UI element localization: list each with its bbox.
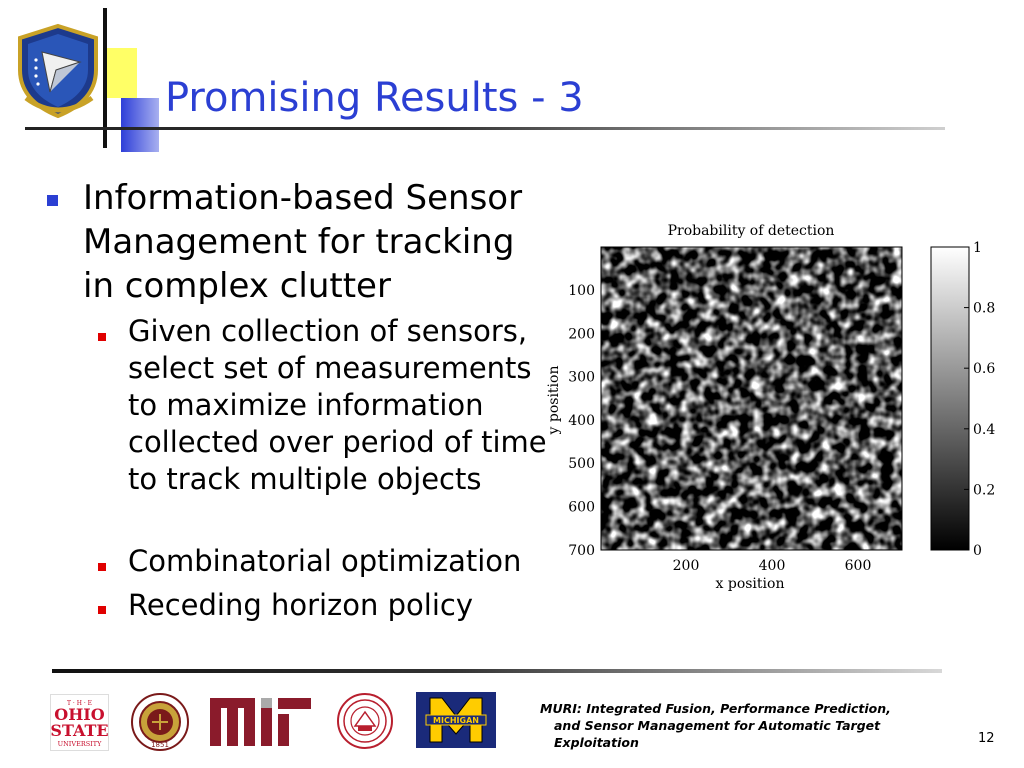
y-tick-label: 100 (568, 283, 595, 299)
institution-seal (336, 692, 394, 750)
header-rule (25, 127, 945, 130)
y-tick-label: 500 (568, 456, 595, 473)
sub-bullet-2: Combinatorial optimization (128, 544, 522, 578)
florida-state-seal (130, 692, 190, 752)
slide-title: Promising Results - 3 (165, 75, 584, 121)
ohio-logo-the: T · H · E (66, 700, 93, 707)
bullet-square-blue (47, 195, 58, 206)
colorbar-tick-label: 0 (973, 543, 982, 559)
colorbar-tick-label: 1 (973, 240, 982, 256)
y-tick-label: 600 (568, 499, 595, 516)
colorbar-tick-label: 0.8 (973, 300, 996, 317)
air-force-research-lab-logo (12, 22, 104, 118)
footer-line-1: MURI: Integrated Fusion, Performance Prediction, (540, 701, 891, 716)
y-tick-label: 300 (568, 369, 595, 386)
sub-bullet-3: Receding horizon policy (128, 588, 473, 622)
y-tick-label: 400 (568, 412, 595, 429)
colorbar-tick-label: 0.6 (973, 361, 996, 378)
sub-bullet-1: Given collection of sensors, select set of measurements to maximize information collected over period of time to track multiple objects (128, 314, 547, 496)
y-axis-label: y position (546, 365, 562, 435)
ohio-logo-state: STATE (51, 721, 108, 740)
x-tick-label: 200 (672, 558, 700, 574)
header-blue-square (121, 98, 159, 152)
ohio-state-logo (50, 694, 109, 751)
michigan-logo (416, 692, 496, 748)
header-yellow-square (107, 48, 137, 98)
michigan-wordmark: MICHIGAN (433, 716, 479, 725)
figure-title: Probability of detection (667, 223, 835, 239)
bullet-square-red (98, 606, 106, 614)
bullet-square-red (98, 563, 106, 571)
colorbar-tick-label: 0.4 (973, 421, 996, 438)
colorbar-tick-label: 0.2 (973, 482, 996, 499)
detection-map-speckle (601, 247, 902, 550)
x-axis-label: x position (715, 576, 785, 592)
bullet-square-red (98, 333, 106, 341)
y-tick-label: 700 (568, 542, 595, 559)
x-tick-label: 400 (758, 558, 786, 574)
footer-line-2: and Sensor Management for Automatic Target (554, 718, 881, 733)
page-number: 12 (978, 731, 995, 746)
colorbar (931, 247, 969, 550)
footer-rule (52, 669, 942, 673)
ohio-logo-university: UNIVERSITY (57, 740, 102, 748)
footer-line-3: Exploitation (554, 735, 639, 750)
fsu-year: 1851 (151, 741, 169, 749)
probability-of-detection-figure (540, 215, 1020, 595)
y-tick-label: 200 (568, 326, 595, 343)
mit-logo (208, 696, 313, 748)
main-bullet-text: Information-based Sensor Management for tracking in complex clutter (83, 178, 523, 306)
ohio-logo-ohio: OHIO (54, 705, 105, 724)
x-tick-label: 600 (844, 558, 872, 574)
footer-caption (540, 700, 920, 751)
